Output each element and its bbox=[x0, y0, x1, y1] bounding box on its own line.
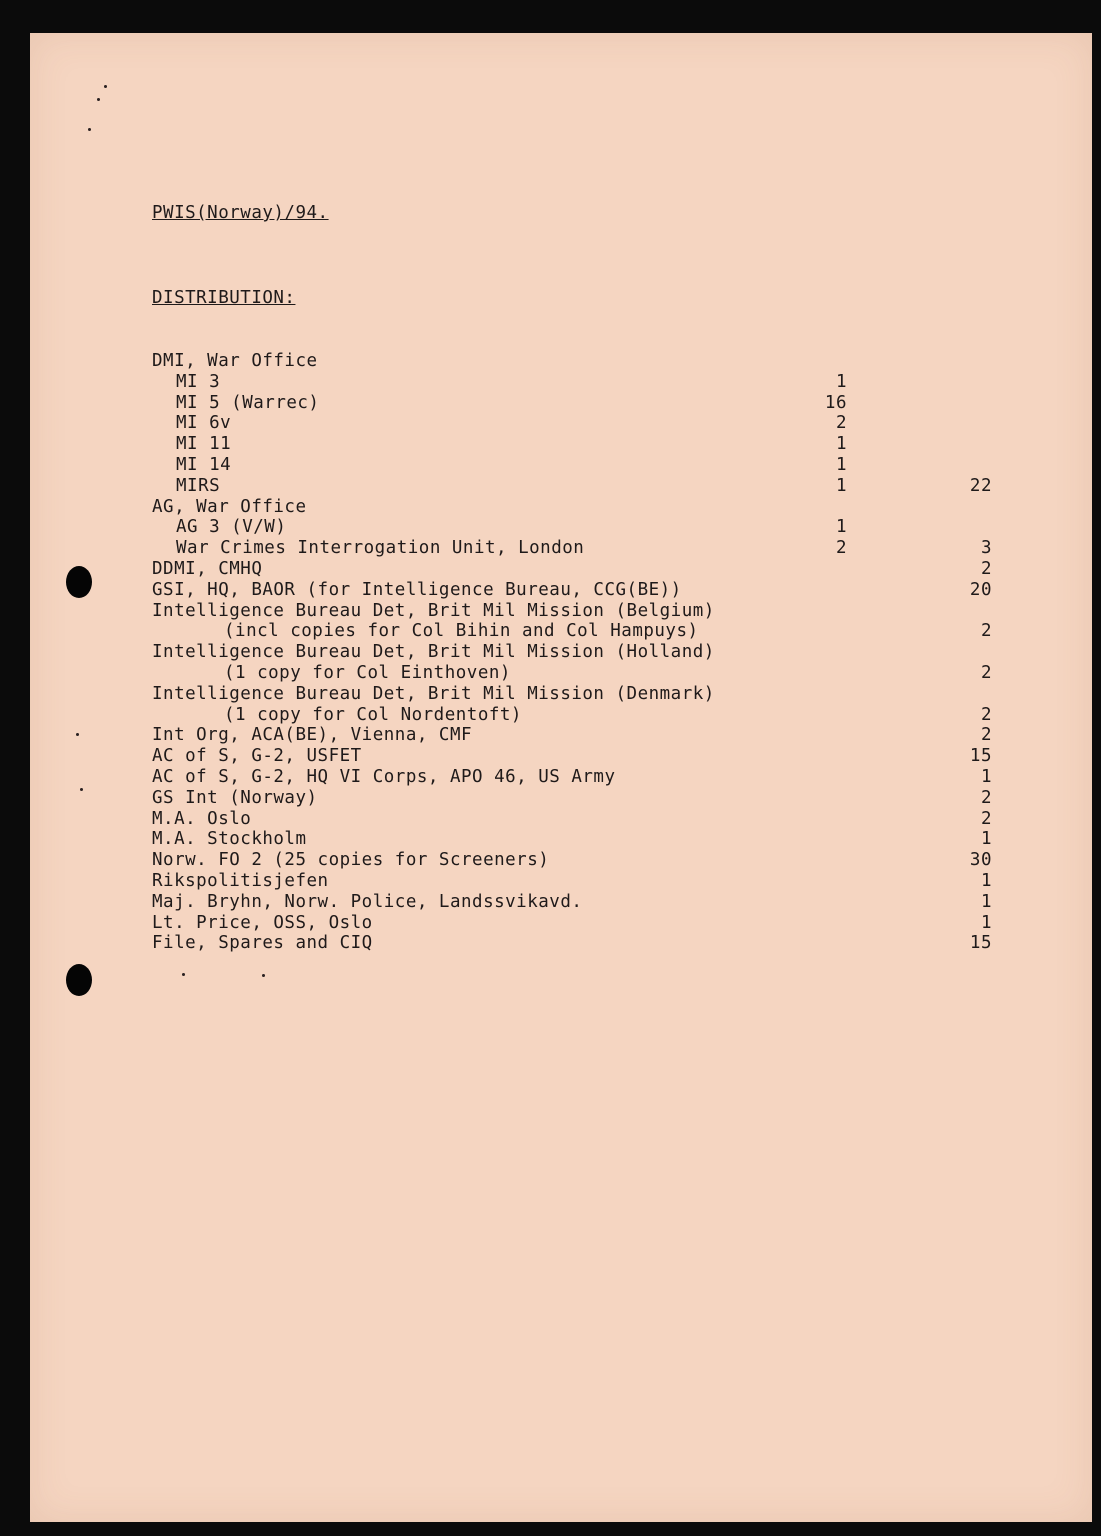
distribution-row bbox=[152, 663, 992, 684]
recipient-label: DMI, War Office bbox=[152, 351, 318, 371]
recipient-label: M.A. Oslo bbox=[152, 808, 252, 829]
paper-speck bbox=[76, 733, 79, 736]
copies-total: 2 bbox=[980, 558, 992, 579]
distribution-row bbox=[152, 705, 992, 726]
copies-total: 1 bbox=[980, 870, 992, 891]
distribution-row bbox=[152, 517, 992, 538]
recipient-label: Rikspolitisjefen bbox=[152, 870, 329, 891]
copies-total: 15 bbox=[969, 746, 992, 767]
recipient-label: War Crimes Interrogation Unit, London bbox=[176, 538, 585, 559]
distribution-row bbox=[152, 434, 992, 455]
recipient-label: AC of S, G-2, USFET bbox=[152, 746, 362, 767]
recipient-label: MI 3 bbox=[176, 371, 221, 392]
distribution-row bbox=[152, 642, 992, 663]
recipient-label: GS Int (Norway) bbox=[152, 787, 318, 808]
copies-subtotal: 16 bbox=[824, 392, 847, 413]
distribution-row bbox=[152, 413, 992, 434]
copies-total: 1 bbox=[980, 912, 992, 933]
copies-total: 2 bbox=[980, 662, 992, 683]
recipient-label: (1 copy for Col Einthoven) bbox=[224, 662, 511, 683]
distribution-row bbox=[152, 351, 992, 372]
copies-total: 20 bbox=[969, 579, 992, 600]
punch-hole-top bbox=[66, 566, 92, 598]
recipient-label: MIRS bbox=[176, 475, 221, 496]
recipient-label: (incl copies for Col Bihin and Col Hampuys) bbox=[224, 621, 699, 642]
recipient-label: AG, War Office bbox=[152, 496, 307, 517]
distribution-row bbox=[152, 767, 992, 788]
copies-total: 1 bbox=[980, 829, 992, 850]
recipient-label: Lt. Price, OSS, Oslo bbox=[152, 912, 373, 933]
recipient-label: AC of S, G-2, HQ VI Corps, APO 46, US Army bbox=[152, 766, 616, 787]
distribution-row bbox=[152, 372, 992, 393]
recipient-label: Maj. Bryhn, Norw. Police, Landssvikavd. bbox=[152, 891, 583, 912]
copies-total: 2 bbox=[980, 787, 992, 808]
distribution-row bbox=[152, 621, 992, 642]
paper-speck bbox=[97, 98, 100, 101]
copies-subtotal: 2 bbox=[835, 538, 847, 559]
distribution-row bbox=[152, 746, 992, 767]
distribution-row bbox=[152, 580, 992, 601]
distribution-row bbox=[152, 725, 992, 746]
paper-speck bbox=[104, 85, 107, 88]
recipient-label: MI 5 (Warrec) bbox=[176, 392, 320, 413]
recipient-label: Intelligence Bureau Det, Brit Mil Mission (Belgium) bbox=[152, 600, 715, 621]
copies-total: 30 bbox=[969, 850, 992, 871]
distribution-row bbox=[152, 871, 992, 892]
distribution-row bbox=[152, 788, 992, 809]
copies-subtotal: 1 bbox=[835, 434, 847, 455]
distribution-row bbox=[152, 497, 992, 518]
distribution-list bbox=[152, 351, 992, 954]
distribution-row bbox=[152, 601, 992, 622]
paper-speck bbox=[262, 974, 265, 977]
copies-subtotal: 1 bbox=[835, 475, 847, 496]
punch-hole-bottom bbox=[66, 964, 92, 996]
recipient-label: MI 6v bbox=[176, 413, 232, 434]
document-page bbox=[30, 33, 1092, 1522]
recipient-label: (1 copy for Col Nordentoft) bbox=[224, 704, 522, 725]
copies-total: 2 bbox=[980, 725, 992, 746]
distribution-row bbox=[152, 476, 992, 497]
copies-total: 15 bbox=[969, 933, 992, 954]
recipient-label: GSI, HQ, BAOR (for Intelligence Bureau, CCG(BE)) bbox=[152, 579, 682, 600]
distribution-row bbox=[152, 809, 992, 830]
distribution-row bbox=[152, 850, 992, 871]
distribution-row bbox=[152, 933, 992, 954]
paper-speck bbox=[182, 973, 185, 976]
copies-total: 2 bbox=[980, 704, 992, 725]
distribution-row bbox=[152, 559, 992, 580]
recipient-label: M.A. Stockholm bbox=[152, 829, 307, 850]
recipient-label: Intelligence Bureau Det, Brit Mil Mission (Denmark) bbox=[152, 683, 715, 704]
copies-subtotal: 1 bbox=[835, 517, 847, 538]
distribution-row bbox=[152, 538, 992, 559]
distribution-row bbox=[152, 892, 992, 913]
distribution-row bbox=[152, 829, 992, 850]
distribution-row bbox=[152, 393, 992, 414]
recipient-label: DDMI, CMHQ bbox=[152, 558, 263, 579]
copies-total: 1 bbox=[980, 766, 992, 787]
recipient-label: MI 14 bbox=[176, 454, 232, 475]
recipient-label: Norw. FO 2 (25 copies for Screeners) bbox=[152, 850, 550, 871]
distribution-heading: DISTRIBUTION: bbox=[152, 288, 296, 308]
copies-subtotal: 1 bbox=[835, 371, 847, 392]
copies-total: 1 bbox=[980, 891, 992, 912]
recipient-label: File, Spares and CIQ bbox=[152, 933, 373, 954]
copies-total: 3 bbox=[980, 538, 992, 559]
copies-total: 2 bbox=[980, 808, 992, 829]
paper-speck bbox=[80, 788, 83, 791]
copies-subtotal: 2 bbox=[835, 413, 847, 434]
document-reference: PWIS(Norway)/94. bbox=[152, 203, 329, 223]
distribution-row bbox=[152, 455, 992, 476]
paper-speck bbox=[88, 128, 91, 131]
recipient-label: MI 11 bbox=[176, 434, 232, 455]
copies-subtotal: 1 bbox=[835, 454, 847, 475]
recipient-label: AG 3 (V/W) bbox=[176, 517, 287, 538]
distribution-row bbox=[152, 684, 992, 705]
copies-total: 2 bbox=[980, 621, 992, 642]
copies-total: 22 bbox=[969, 475, 992, 496]
distribution-row bbox=[152, 913, 992, 934]
recipient-label: Intelligence Bureau Det, Brit Mil Mission (Holland) bbox=[152, 642, 715, 663]
recipient-label: Int Org, ACA(BE), Vienna, CMF bbox=[152, 725, 473, 746]
